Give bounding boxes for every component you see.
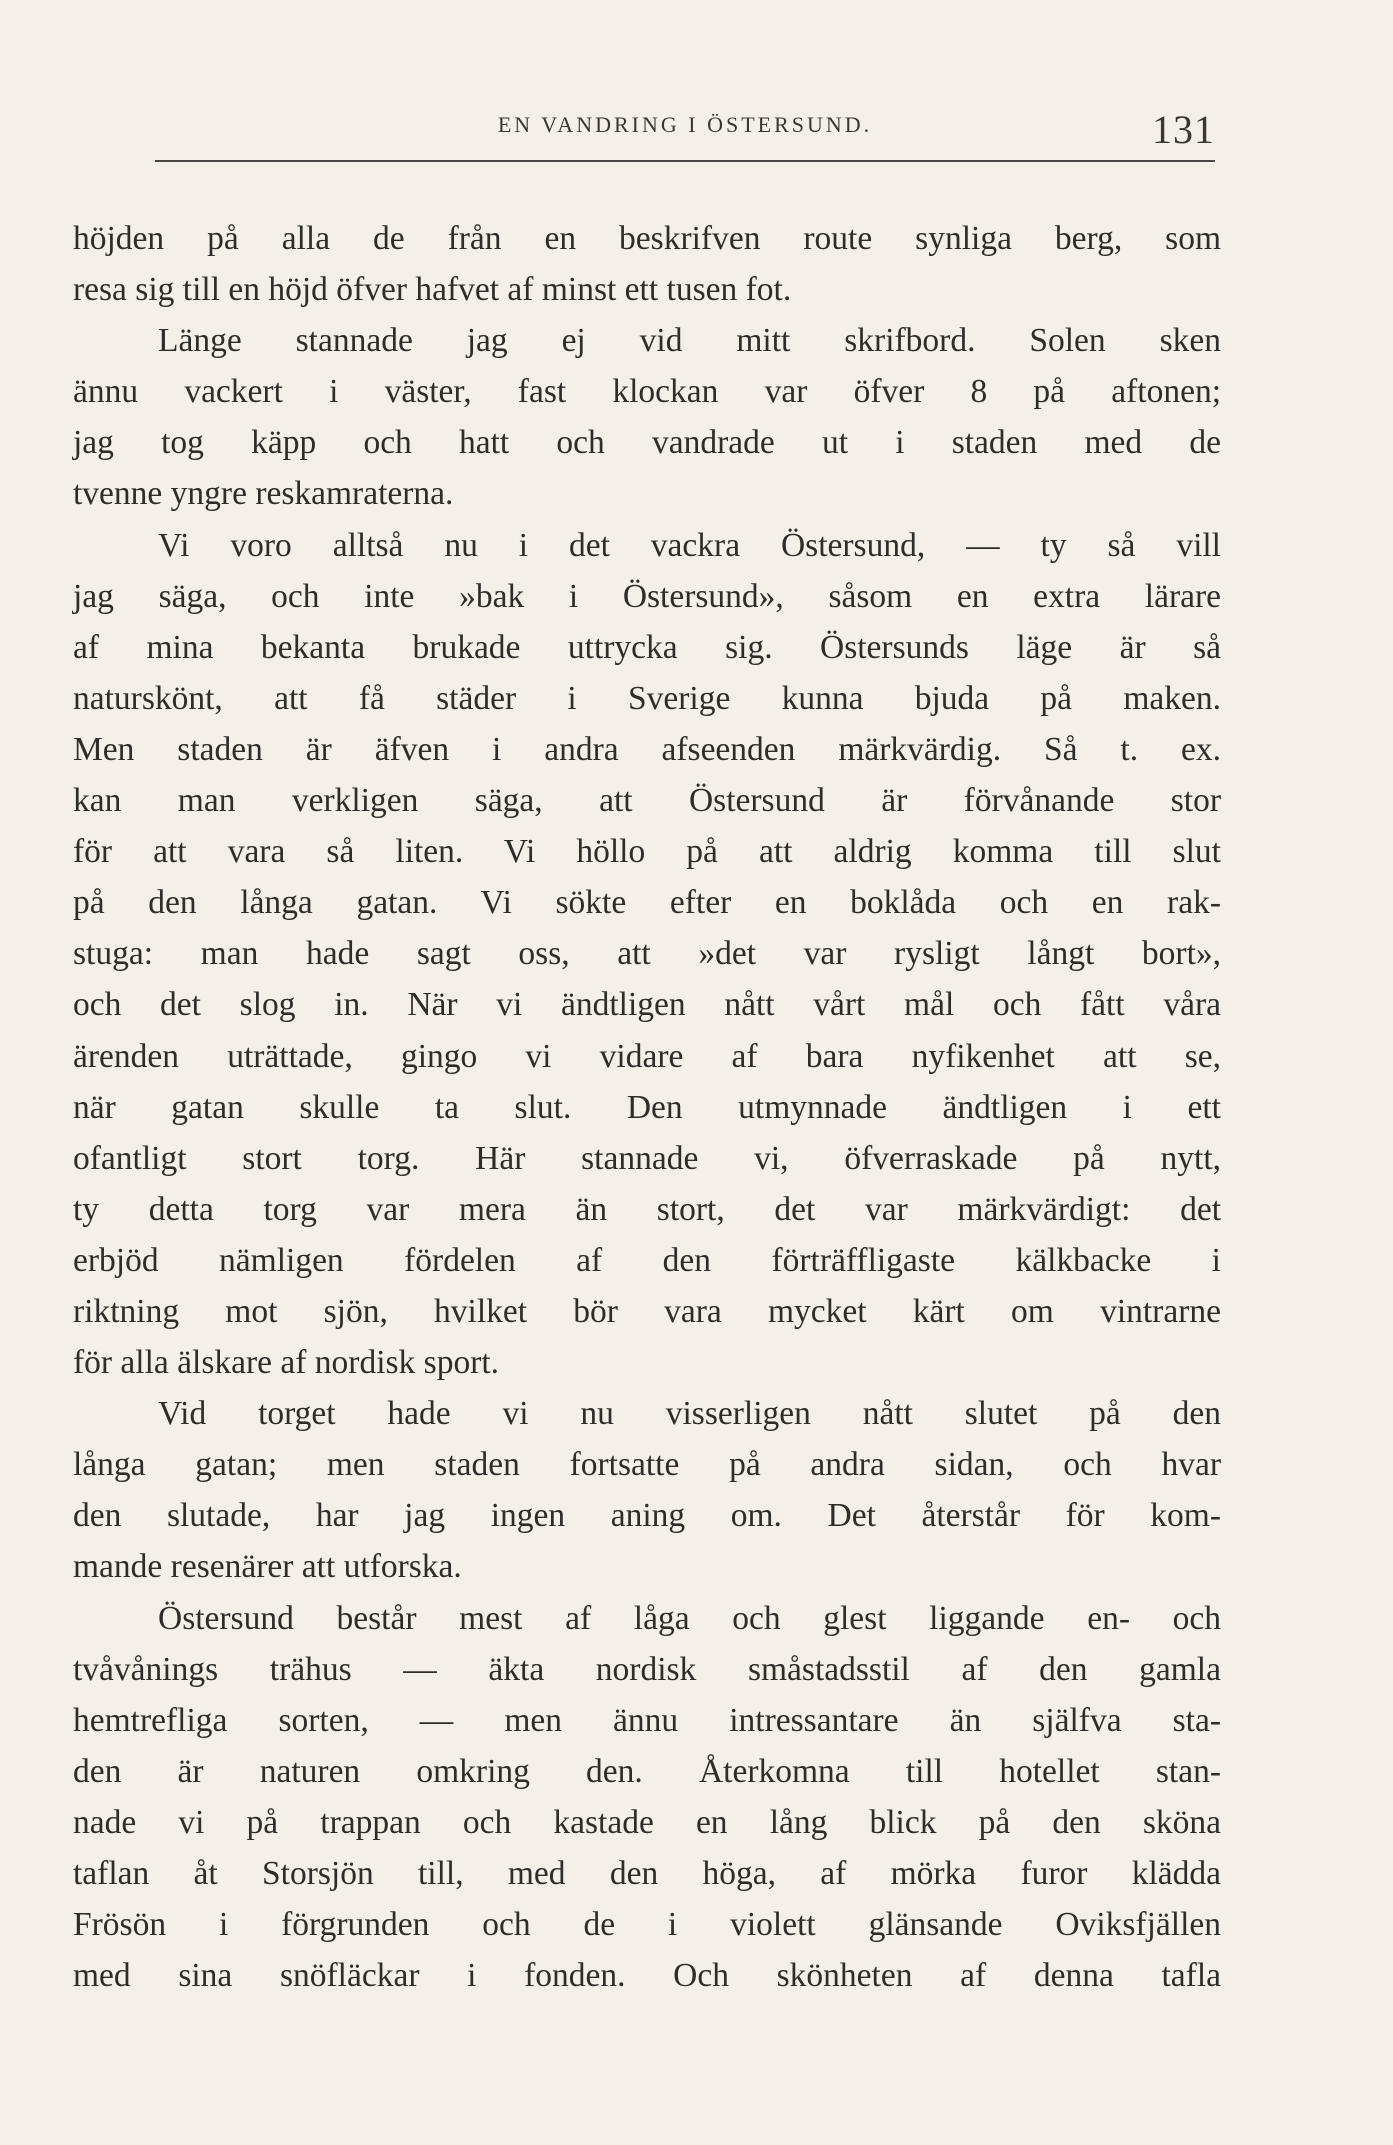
text-line: Vid torget hade vi nu visserligen nått slutet på den — [158, 1395, 1221, 1433]
text-line: naturskönt, att få städer i Sverige kunna bjuda på maken. — [73, 679, 1221, 717]
text-line: jag säga, och inte »bak i Östersund», såsom en extra lärare — [73, 577, 1221, 615]
text-line: resa sig till en höjd öfver hafvet af minst ett tusen fot. — [73, 271, 792, 309]
text-line: Men staden är äfven i andra afseenden märkvärdig. Så t. ex. — [73, 730, 1221, 768]
text-line: nade vi på trappan och kastade en lång blick på den sköna — [73, 1803, 1221, 1841]
text-line: ännu vackert i väster, fast klockan var öfver 8 på aftonen; — [73, 373, 1221, 411]
text-line: ty detta torg var mera än stort, det var märkvärdigt: det — [73, 1190, 1221, 1228]
running-title: EN VANDRING I ÖSTERSUND. — [497, 112, 873, 137]
text-line: Vi voro alltså nu i det vackra Östersund, — ty så vill — [158, 526, 1221, 564]
text-line: ofantligt stort torg. Här stannade vi, öfverraskade på nytt, — [73, 1139, 1221, 1177]
text-line: Frösön i förgrunden och de i violett glänsande Oviksfjällen — [73, 1906, 1221, 1944]
text-line: den slutade, har jag ingen aning om. Det återstår för kom- — [73, 1497, 1221, 1535]
text-line: stuga: man hade sagt oss, att »det var rysligt långt bort», — [73, 935, 1221, 973]
header-rule — [155, 160, 1215, 162]
text-line: taflan åt Storsjön till, med den höga, af mörka furor klädda — [73, 1855, 1221, 1892]
running-head — [155, 108, 1215, 158]
text-line: riktning mot sjön, hvilket bör vara mycket kärt om vintrarne — [73, 1292, 1221, 1330]
text-line: för att vara så liten. Vi höllo på att aldrig komma till slut — [73, 833, 1221, 871]
text-line: hemtrefliga sorten, — men ännu intressantare än själfva sta- — [73, 1701, 1221, 1739]
text-line: jag tog käpp och hatt och vandrade ut i staden med de — [73, 424, 1221, 462]
text-line: ärenden uträttade, gingo vi vidare af bara nyfikenhet att se, — [73, 1037, 1221, 1075]
text-line: långa gatan; men staden fortsatte på andra sidan, och hvar — [73, 1446, 1221, 1484]
text-line: mande resenärer att utforska. — [73, 1548, 462, 1586]
text-line: när gatan skulle ta slut. Den utmynnade ändtligen i ett — [73, 1088, 1221, 1126]
page-number: 131 — [1152, 107, 1215, 152]
text-line: på den långa gatan. Vi sökte efter en boklåda och en rak- — [73, 884, 1221, 922]
text-line: Östersund består mest af låga och glest liggande en- och — [158, 1599, 1221, 1637]
text-line: och det slog in. När vi ändtligen nått vårt mål och fått våra — [73, 986, 1221, 1024]
text-line: höjden på alla de från en beskrifven route synliga berg, som — [73, 220, 1221, 257]
text-line: af mina bekanta brukade uttrycka sig. Östersunds läge är så — [73, 628, 1221, 666]
text-line: den är naturen omkring den. Återkomna till hotellet stan- — [73, 1752, 1221, 1790]
text-line: kan man verkligen säga, att Östersund är förvånande stor — [73, 782, 1221, 820]
text-line: med sina snöfläckar i fonden. Och skönheten af denna tafla — [73, 1957, 1221, 1995]
text-line: tvenne yngre reskamraterna. — [73, 475, 454, 513]
text-line: för alla älskare af nordisk sport. — [73, 1344, 500, 1382]
text-line: Länge stannade jag ej vid mitt skrifbord. Solen sken — [158, 322, 1221, 360]
text-line: tvåvånings trähus — äkta nordisk småstadsstil af den gamla — [73, 1650, 1221, 1688]
body-text — [73, 213, 1221, 2001]
text-line: erbjöd nämligen fördelen af den förträffligaste kälkbacke i — [73, 1241, 1221, 1279]
